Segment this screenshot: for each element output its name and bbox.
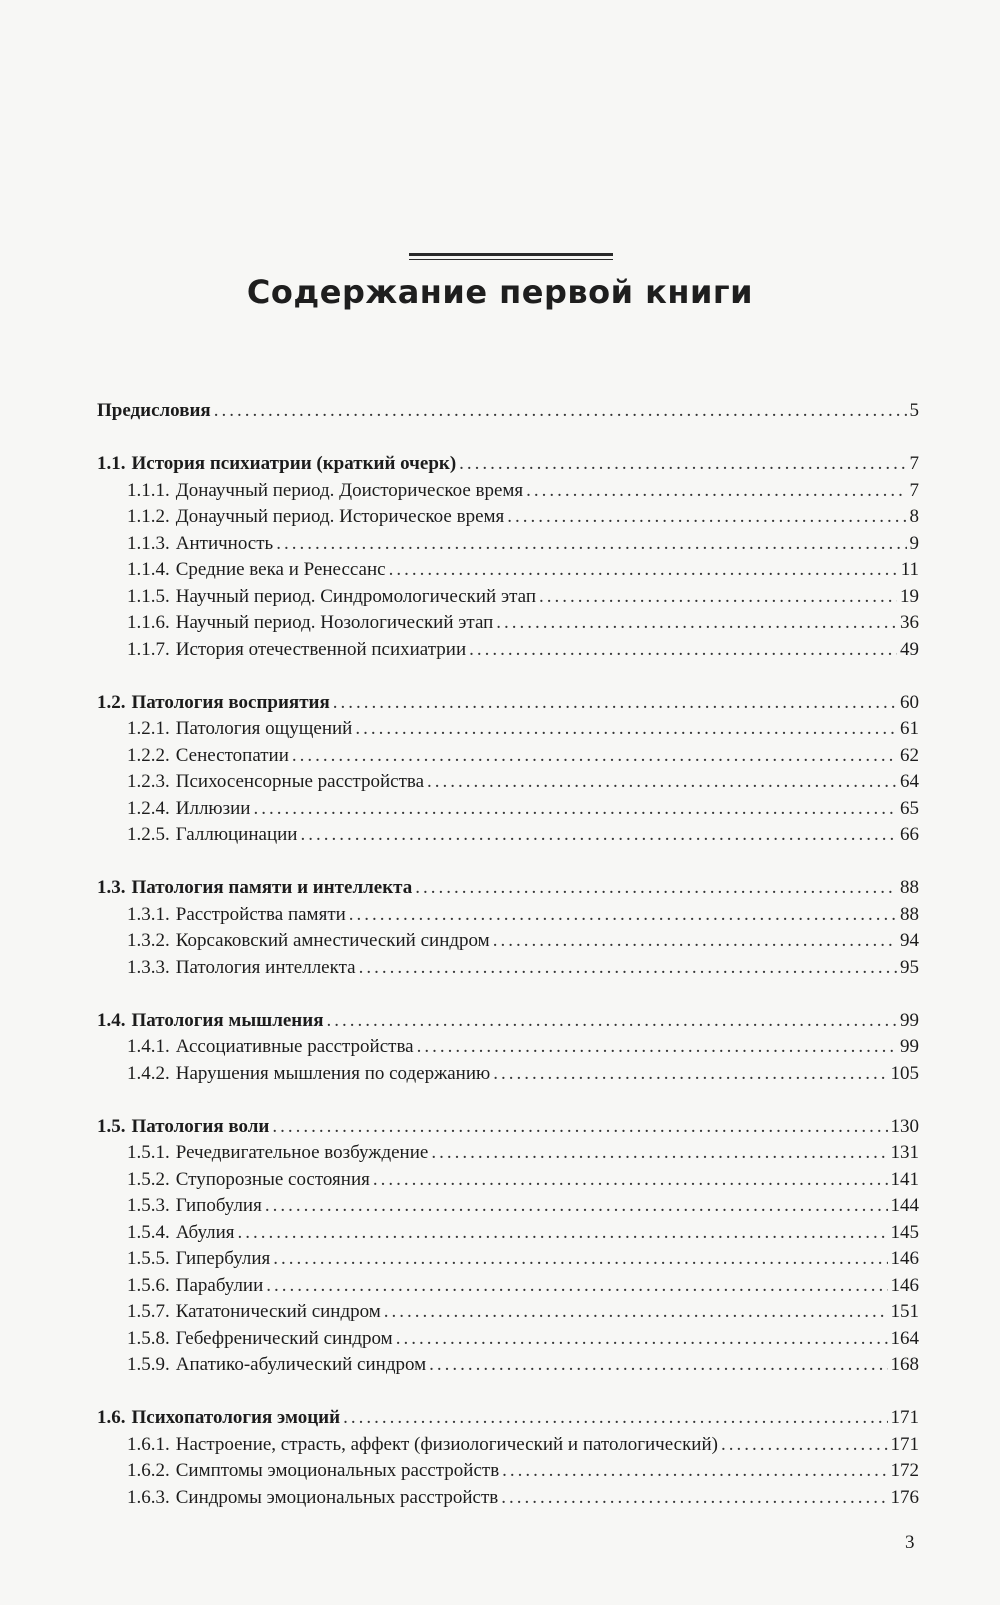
toc-item-number: 1.5.3. bbox=[127, 1195, 170, 1216]
toc-item-number: 1.1.4. bbox=[127, 559, 170, 580]
toc-item-number: 1.2.2. bbox=[127, 744, 170, 766]
toc-item-number: 1.5.8. bbox=[127, 1327, 170, 1349]
toc-item-title: Расстройства памяти bbox=[175, 903, 346, 925]
section-gap bbox=[97, 849, 919, 876]
toc-item-page: 64 bbox=[900, 771, 919, 792]
dot-leader bbox=[396, 1326, 888, 1353]
toc-item-number: 1.5.4. bbox=[127, 1221, 170, 1243]
dot-leader bbox=[493, 928, 897, 955]
toc-item-title: Сенестопатии bbox=[175, 744, 289, 766]
toc-item-page: 176 bbox=[890, 1486, 919, 1508]
toc-item-page: 66 bbox=[900, 824, 919, 845]
toc-section[interactable] bbox=[97, 1008, 919, 1035]
toc-item[interactable] bbox=[97, 1485, 919, 1512]
toc-item-number: 1.4.1. bbox=[127, 1036, 170, 1057]
toc-item-title: Ассоциативные расстройства bbox=[175, 1036, 414, 1057]
toc-item[interactable] bbox=[97, 1167, 919, 1194]
toc-item-page: 99 bbox=[900, 1036, 919, 1057]
toc-item[interactable] bbox=[97, 1352, 919, 1379]
dot-leader bbox=[429, 1352, 887, 1379]
toc-item-number: 1.2.4. bbox=[127, 797, 170, 819]
section-gap bbox=[97, 1087, 919, 1114]
toc-section-title: Патология восприятия bbox=[131, 691, 330, 713]
toc-item-number: 1.6.3. bbox=[127, 1486, 170, 1508]
toc-item-title: История отечественной психиатрии bbox=[175, 638, 467, 660]
dot-leader bbox=[539, 584, 897, 611]
toc-section-number: 1.4. bbox=[97, 1009, 126, 1031]
title-rule-thick bbox=[409, 253, 613, 256]
toc-item-title: Гебефренический синдром bbox=[175, 1327, 393, 1349]
toc-item[interactable] bbox=[97, 796, 919, 823]
dot-leader bbox=[431, 1140, 887, 1167]
toc-section-title: Психопатология эмоций bbox=[131, 1407, 341, 1428]
toc-section[interactable] bbox=[97, 875, 919, 902]
toc-section-page: 171 bbox=[890, 1407, 919, 1428]
dot-leader bbox=[300, 822, 897, 849]
toc-item-number: 1.3.3. bbox=[127, 956, 170, 978]
dot-leader bbox=[507, 504, 906, 531]
dot-leader bbox=[355, 716, 897, 743]
dot-leader bbox=[333, 690, 897, 717]
toc-section-title: Патология памяти и интеллекта bbox=[131, 877, 413, 898]
toc-item[interactable] bbox=[97, 1220, 919, 1247]
toc-item-page: 65 bbox=[900, 797, 919, 819]
toc-item-page: 61 bbox=[900, 718, 919, 739]
toc-item[interactable] bbox=[97, 769, 919, 796]
toc-item-page: 141 bbox=[890, 1168, 919, 1190]
toc-section-page: 99 bbox=[900, 1009, 919, 1031]
toc-section[interactable] bbox=[97, 690, 919, 717]
toc-item-page: 11 bbox=[900, 559, 919, 580]
toc-item[interactable] bbox=[97, 1061, 919, 1088]
toc-item-page: 88 bbox=[900, 903, 919, 925]
toc-item[interactable] bbox=[97, 557, 919, 584]
toc-item-page: 168 bbox=[890, 1354, 919, 1375]
toc-preface-page: 5 bbox=[909, 400, 919, 421]
dot-leader bbox=[526, 478, 906, 505]
toc-item-page: 9 bbox=[909, 532, 919, 554]
title-rule-thin bbox=[409, 259, 613, 260]
toc-item[interactable] bbox=[97, 1432, 919, 1459]
toc-item-title: Научный период. Нозологический этап bbox=[175, 612, 494, 633]
toc-item-page: 94 bbox=[900, 930, 919, 951]
toc-item[interactable] bbox=[97, 478, 919, 505]
toc-item-page: 151 bbox=[890, 1301, 919, 1322]
dot-leader bbox=[292, 743, 897, 770]
dot-leader bbox=[501, 1485, 887, 1512]
toc-item-number: 1.1.6. bbox=[127, 612, 170, 633]
dot-leader bbox=[469, 637, 897, 664]
toc-item-page: 19 bbox=[900, 585, 919, 607]
toc-item-page: 172 bbox=[890, 1460, 919, 1481]
toc-preface[interactable] bbox=[97, 398, 919, 425]
toc-item-title: Психосенсорные расстройства bbox=[175, 771, 425, 792]
toc-section-page: 60 bbox=[900, 691, 919, 713]
dot-leader bbox=[326, 1008, 897, 1035]
toc-item-page: 164 bbox=[890, 1327, 919, 1349]
toc-item[interactable] bbox=[97, 743, 919, 770]
toc-section-number: 1.2. bbox=[97, 691, 126, 713]
toc-item-title: Научный период. Синдромологический этап bbox=[175, 585, 537, 607]
toc-item-number: 1.2.1. bbox=[127, 718, 170, 739]
toc-item-number: 1.2.3. bbox=[127, 771, 170, 792]
dot-leader bbox=[721, 1432, 888, 1459]
toc-item-number: 1.1.1. bbox=[127, 479, 170, 501]
toc-item-page: 131 bbox=[890, 1142, 919, 1163]
toc-item[interactable] bbox=[97, 1193, 919, 1220]
toc-item-number: 1.6.1. bbox=[127, 1433, 170, 1455]
section-gap bbox=[97, 1379, 919, 1406]
toc-item[interactable] bbox=[97, 822, 919, 849]
toc-section-title: Патология мышления bbox=[131, 1009, 324, 1031]
toc-section[interactable] bbox=[97, 1405, 919, 1432]
toc-item-number: 1.2.5. bbox=[127, 824, 170, 845]
section-gap bbox=[97, 663, 919, 690]
dot-leader bbox=[343, 1405, 887, 1432]
toc-section-number: 1.5. bbox=[97, 1115, 126, 1137]
toc-item-page: 144 bbox=[890, 1195, 919, 1216]
toc-item-page: 36 bbox=[900, 612, 919, 633]
toc-item-title: Речедвигательное возбуждение bbox=[175, 1142, 429, 1163]
toc-item-title: Симптомы эмоциональных расстройств bbox=[175, 1460, 500, 1481]
dot-leader bbox=[389, 557, 898, 584]
toc-item[interactable] bbox=[97, 1273, 919, 1300]
dot-leader bbox=[238, 1220, 888, 1247]
dot-leader bbox=[349, 902, 897, 929]
dot-leader bbox=[415, 875, 897, 902]
toc-item-page: 146 bbox=[890, 1248, 919, 1269]
toc-section-page: 130 bbox=[890, 1115, 919, 1137]
toc-item-title: Галлюцинации bbox=[175, 824, 298, 845]
toc-section-number: 1.6. bbox=[97, 1407, 126, 1428]
toc-item-number: 1.5.5. bbox=[127, 1248, 170, 1269]
toc-item[interactable] bbox=[97, 716, 919, 743]
dot-leader bbox=[272, 1114, 887, 1141]
toc-item[interactable] bbox=[97, 902, 919, 929]
toc-item[interactable] bbox=[97, 1458, 919, 1485]
toc-item-title: Донаучный период. Доисторическое время bbox=[175, 479, 524, 501]
toc-item[interactable] bbox=[97, 1326, 919, 1353]
toc-item-title: Патология ощущений bbox=[175, 718, 353, 739]
toc-item-title: Средние века и Ренессанс bbox=[175, 559, 386, 580]
dot-leader bbox=[253, 796, 897, 823]
toc-section-title: История психиатрии (краткий очерк) bbox=[131, 453, 457, 474]
dot-leader bbox=[427, 769, 897, 796]
toc-item-title: Донаучный период. Историческое время bbox=[175, 506, 505, 527]
toc-section-page: 88 bbox=[900, 877, 919, 898]
toc-item-title: Кататонический синдром bbox=[175, 1301, 381, 1322]
section-gap bbox=[97, 425, 919, 452]
dot-leader bbox=[266, 1273, 887, 1300]
toc-item-number: 1.6.2. bbox=[127, 1460, 170, 1481]
toc-item-number: 1.5.1. bbox=[127, 1142, 170, 1163]
dot-leader bbox=[214, 398, 907, 425]
toc-item[interactable] bbox=[97, 1246, 919, 1273]
toc-section[interactable] bbox=[97, 1114, 919, 1141]
page-number: 3 bbox=[905, 1532, 915, 1553]
toc-item[interactable] bbox=[97, 610, 919, 637]
toc-item[interactable] bbox=[97, 637, 919, 664]
toc-section-page: 7 bbox=[909, 453, 919, 474]
toc-item-page: 49 bbox=[900, 638, 919, 660]
dot-leader bbox=[276, 531, 906, 558]
dot-leader bbox=[373, 1167, 888, 1194]
toc-preface-label: Предисловия bbox=[97, 400, 211, 421]
toc-item[interactable] bbox=[97, 1299, 919, 1326]
toc-item[interactable] bbox=[97, 531, 919, 558]
toc-section-title: Патология воли bbox=[131, 1115, 270, 1137]
dot-leader bbox=[417, 1034, 897, 1061]
toc-item-number: 1.4.2. bbox=[127, 1062, 170, 1084]
toc-item-title: Патология интеллекта bbox=[175, 956, 356, 978]
toc-item-number: 1.5.2. bbox=[127, 1168, 170, 1190]
toc-item-page: 145 bbox=[890, 1221, 919, 1243]
toc-item-number: 1.1.3. bbox=[127, 532, 170, 554]
toc-item-title: Корсаковский амнестический синдром bbox=[175, 930, 490, 951]
toc-section-number: 1.3. bbox=[97, 877, 126, 898]
toc-item-number: 1.5.7. bbox=[127, 1301, 170, 1322]
table-of-contents bbox=[97, 398, 919, 1511]
dot-leader bbox=[496, 610, 897, 637]
toc-item-title: Нарушения мышления по содержанию bbox=[175, 1062, 491, 1084]
toc-section-number: 1.1. bbox=[97, 453, 126, 474]
toc-item-page: 146 bbox=[890, 1274, 919, 1296]
toc-item-number: 1.1.5. bbox=[127, 585, 170, 607]
toc-item-title: Апатико-абулический синдром bbox=[175, 1354, 427, 1375]
toc-item[interactable] bbox=[97, 955, 919, 982]
toc-item-number: 1.3.1. bbox=[127, 903, 170, 925]
toc-item-page: 171 bbox=[890, 1433, 919, 1455]
toc-item[interactable] bbox=[97, 504, 919, 531]
toc-item-title: Античность bbox=[175, 532, 274, 554]
toc-item-title: Абулия bbox=[175, 1221, 235, 1243]
toc-item[interactable] bbox=[97, 1140, 919, 1167]
toc-item-title: Парабулии bbox=[175, 1274, 264, 1296]
dot-leader bbox=[502, 1458, 887, 1485]
toc-item[interactable] bbox=[97, 928, 919, 955]
dot-leader bbox=[265, 1193, 888, 1220]
toc-item-page: 95 bbox=[900, 956, 919, 978]
toc-item-page: 7 bbox=[909, 479, 919, 501]
section-gap bbox=[97, 981, 919, 1008]
toc-item-number: 1.1.2. bbox=[127, 506, 170, 527]
toc-item-title: Настроение, страсть, аффект (физиологический и патологический) bbox=[175, 1433, 718, 1455]
toc-item-page: 105 bbox=[890, 1062, 919, 1084]
toc-item-title: Ступорозные состояния bbox=[175, 1168, 370, 1190]
toc-item-title: Иллюзии bbox=[175, 797, 251, 819]
dot-leader bbox=[273, 1246, 887, 1273]
toc-item-title: Синдромы эмоциональных расстройств bbox=[175, 1486, 499, 1508]
page-title: Содержание первой книги bbox=[246, 273, 754, 311]
toc-item[interactable] bbox=[97, 1034, 919, 1061]
toc-item-page: 62 bbox=[900, 744, 919, 766]
toc-item-number: 1.5.9. bbox=[127, 1354, 170, 1375]
dot-leader bbox=[459, 451, 906, 478]
dot-leader bbox=[384, 1299, 888, 1326]
toc-item-page: 8 bbox=[909, 506, 919, 527]
toc-item-number: 1.1.7. bbox=[127, 638, 170, 660]
toc-item-title: Гипобулия bbox=[175, 1195, 262, 1216]
dot-leader bbox=[493, 1061, 887, 1088]
toc-section[interactable] bbox=[97, 451, 919, 478]
toc-item[interactable] bbox=[97, 584, 919, 611]
dot-leader bbox=[359, 955, 897, 982]
toc-item-title: Гипербулия bbox=[175, 1248, 271, 1269]
toc-item-number: 1.3.2. bbox=[127, 930, 170, 951]
toc-item-number: 1.5.6. bbox=[127, 1274, 170, 1296]
